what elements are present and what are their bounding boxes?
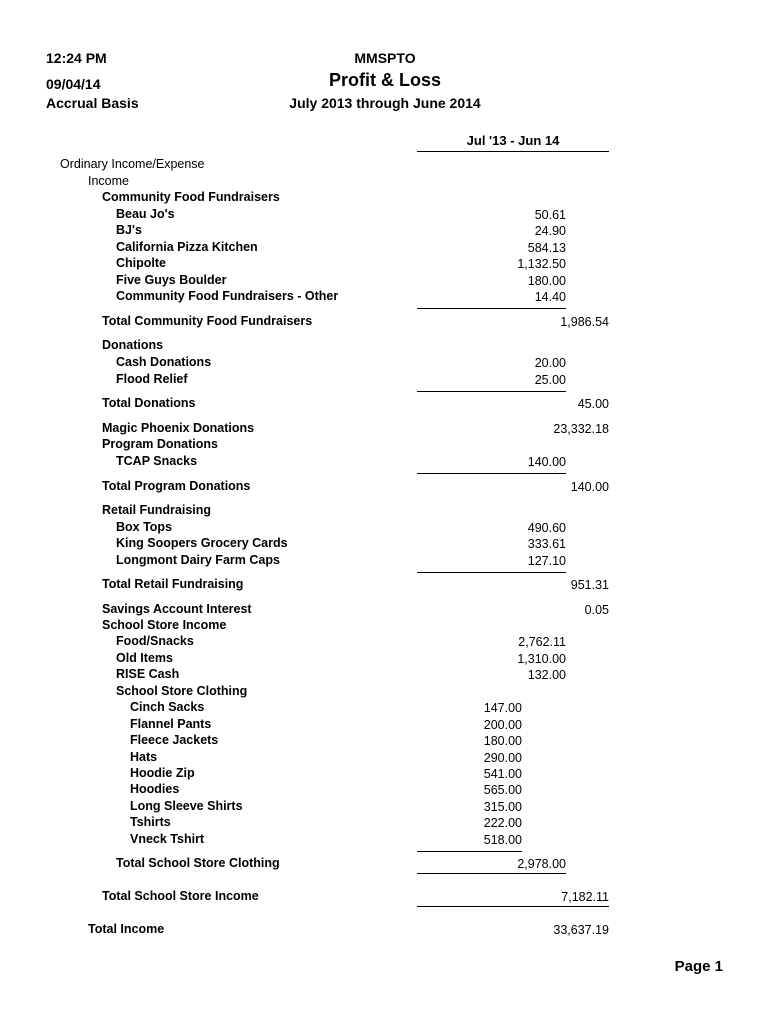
row-amount: 2,762.11	[518, 635, 566, 649]
row-label: Fleece Jackets	[130, 733, 219, 747]
row-amount: 315.00	[483, 800, 522, 814]
row-label: Hoodie Zip	[130, 766, 195, 780]
report-row	[0, 289, 770, 306]
row-amount: 490.60	[527, 521, 566, 535]
row-label: BJ's	[116, 223, 142, 237]
row-amount: 1,986.54	[560, 315, 609, 329]
row-label: Cinch Sacks	[130, 700, 205, 714]
report-row	[0, 174, 770, 191]
report-row	[0, 520, 770, 537]
row-amount: 1,310.00	[517, 652, 566, 666]
row-label: Food/Snacks	[116, 634, 194, 648]
row-amount: 33,637.19	[553, 923, 609, 937]
report-row	[0, 207, 770, 224]
row-amount: 127.10	[527, 554, 566, 568]
row-amount: 23,332.18	[553, 422, 609, 436]
row-amount: 518.00	[483, 833, 522, 847]
subtotal-rule	[417, 308, 566, 309]
subtotal-rule	[417, 572, 566, 573]
row-label: Community Food Fundraisers	[102, 190, 280, 204]
row-label: Retail Fundraising	[102, 503, 212, 517]
row-amount: 147.00	[483, 701, 522, 715]
row-amount: 132.00	[527, 668, 566, 682]
row-label: Donations	[102, 338, 164, 352]
report-row	[0, 602, 770, 619]
row-label: Total Program Donations	[102, 479, 251, 493]
subtotal-rule	[417, 873, 566, 874]
row-label: Old Items	[116, 651, 173, 665]
report-row	[0, 815, 770, 832]
page-number: Page 1	[674, 958, 723, 975]
report-row	[0, 766, 770, 783]
row-label: Tshirts	[130, 815, 171, 829]
report-row	[0, 372, 770, 389]
report-row	[0, 684, 770, 701]
row-amount: 0.05	[584, 603, 609, 617]
report-row	[0, 700, 770, 717]
report-title: Profit & Loss	[328, 70, 441, 90]
row-label: Income	[88, 174, 129, 188]
row-amount: 50.61	[534, 208, 566, 222]
subtotal-rule	[417, 473, 566, 474]
row-amount: 180.00	[527, 274, 566, 288]
report-row	[0, 889, 770, 906]
row-label: Flannel Pants	[130, 717, 212, 731]
row-label: Total School Store Income	[102, 889, 259, 903]
report-row	[0, 856, 770, 873]
row-label: Total Retail Fundraising	[102, 577, 244, 591]
row-amount: 541.00	[483, 767, 522, 781]
row-label: Five Guys Boulder	[116, 273, 227, 287]
row-label: King Soopers Grocery Cards	[116, 536, 288, 550]
row-amount: 140.00	[570, 480, 609, 494]
report-row	[0, 223, 770, 240]
report-row	[0, 454, 770, 471]
report-row	[0, 832, 770, 849]
subtotal-rule	[417, 851, 522, 852]
row-label: California Pizza Kitchen	[116, 240, 258, 254]
row-amount: 180.00	[483, 734, 522, 748]
row-amount: 222.00	[483, 816, 522, 830]
report-row	[0, 396, 770, 413]
report-time: 12:24 PM	[46, 50, 107, 66]
row-amount: 951.31	[570, 578, 609, 592]
row-amount: 14.40	[534, 290, 566, 304]
row-label: TCAP Snacks	[116, 454, 198, 468]
report-row	[0, 667, 770, 684]
report-row	[0, 338, 770, 355]
report-row	[0, 273, 770, 290]
row-label: Magic Phoenix Donations	[102, 421, 255, 435]
report-period: July 2013 through June 2014	[289, 95, 481, 111]
report-row	[0, 437, 770, 454]
row-amount: 565.00	[483, 783, 522, 797]
report-row	[0, 421, 770, 438]
row-label: Chipolte	[116, 256, 166, 270]
row-amount: 584.13	[527, 241, 566, 255]
column-header: Jul '13 - Jun 14	[417, 133, 609, 152]
report-row	[0, 536, 770, 553]
report-row	[0, 782, 770, 799]
report-row	[0, 503, 770, 520]
subtotal-rule	[417, 906, 609, 907]
report-row	[0, 553, 770, 570]
row-label: Total Community Food Fundraisers	[102, 314, 313, 328]
report-row	[0, 799, 770, 816]
report-row	[0, 577, 770, 594]
report-row	[0, 157, 770, 174]
report-date: 09/04/14	[46, 76, 101, 92]
report-row	[0, 634, 770, 651]
report-row	[0, 256, 770, 273]
row-amount: 200.00	[483, 718, 522, 732]
row-label: Ordinary Income/Expense	[60, 157, 205, 171]
row-amount: 20.00	[534, 356, 566, 370]
row-amount: 290.00	[483, 751, 522, 765]
row-label: Total School Store Clothing	[116, 856, 280, 870]
company-name: MMSPTO	[354, 50, 416, 66]
report-row	[0, 717, 770, 734]
row-amount: 7,182.11	[561, 890, 609, 904]
row-label: Savings Account Interest	[102, 602, 252, 616]
row-label: Cash Donations	[116, 355, 212, 369]
row-label: Vneck Tshirt	[130, 832, 205, 846]
row-label: School Store Clothing	[116, 684, 248, 698]
report-basis: Accrual Basis	[46, 95, 139, 111]
row-label: Long Sleeve Shirts	[130, 799, 243, 813]
report-row	[0, 651, 770, 668]
report-row	[0, 190, 770, 207]
row-label: Hats	[130, 750, 158, 764]
report-row	[0, 618, 770, 635]
report-row	[0, 314, 770, 331]
row-amount: 333.61	[527, 537, 566, 551]
row-amount: 24.90	[534, 224, 566, 238]
row-label: Community Food Fundraisers - Other	[116, 289, 339, 303]
report-row	[0, 355, 770, 372]
row-label: Program Donations	[102, 437, 218, 451]
row-label: Beau Jo's	[116, 207, 175, 221]
row-label: Flood Relief	[116, 372, 188, 386]
report-row	[0, 479, 770, 496]
row-amount: 1,132.50	[517, 257, 566, 271]
row-amount: 25.00	[534, 373, 566, 387]
row-label: Hoodies	[130, 782, 180, 796]
row-label: School Store Income	[102, 618, 227, 632]
report-row	[0, 240, 770, 257]
row-label: Longmont Dairy Farm Caps	[116, 553, 280, 567]
subtotal-rule	[417, 391, 566, 392]
row-amount: 45.00	[577, 397, 609, 411]
report-row	[0, 733, 770, 750]
row-label: Total Donations	[102, 396, 196, 410]
report-row	[0, 750, 770, 767]
row-amount: 140.00	[527, 455, 566, 469]
row-amount: 2,978.00	[517, 857, 566, 871]
row-label: Total Income	[88, 922, 165, 936]
row-label: RISE Cash	[116, 667, 180, 681]
row-label: Box Tops	[116, 520, 173, 534]
report-row	[0, 922, 770, 939]
